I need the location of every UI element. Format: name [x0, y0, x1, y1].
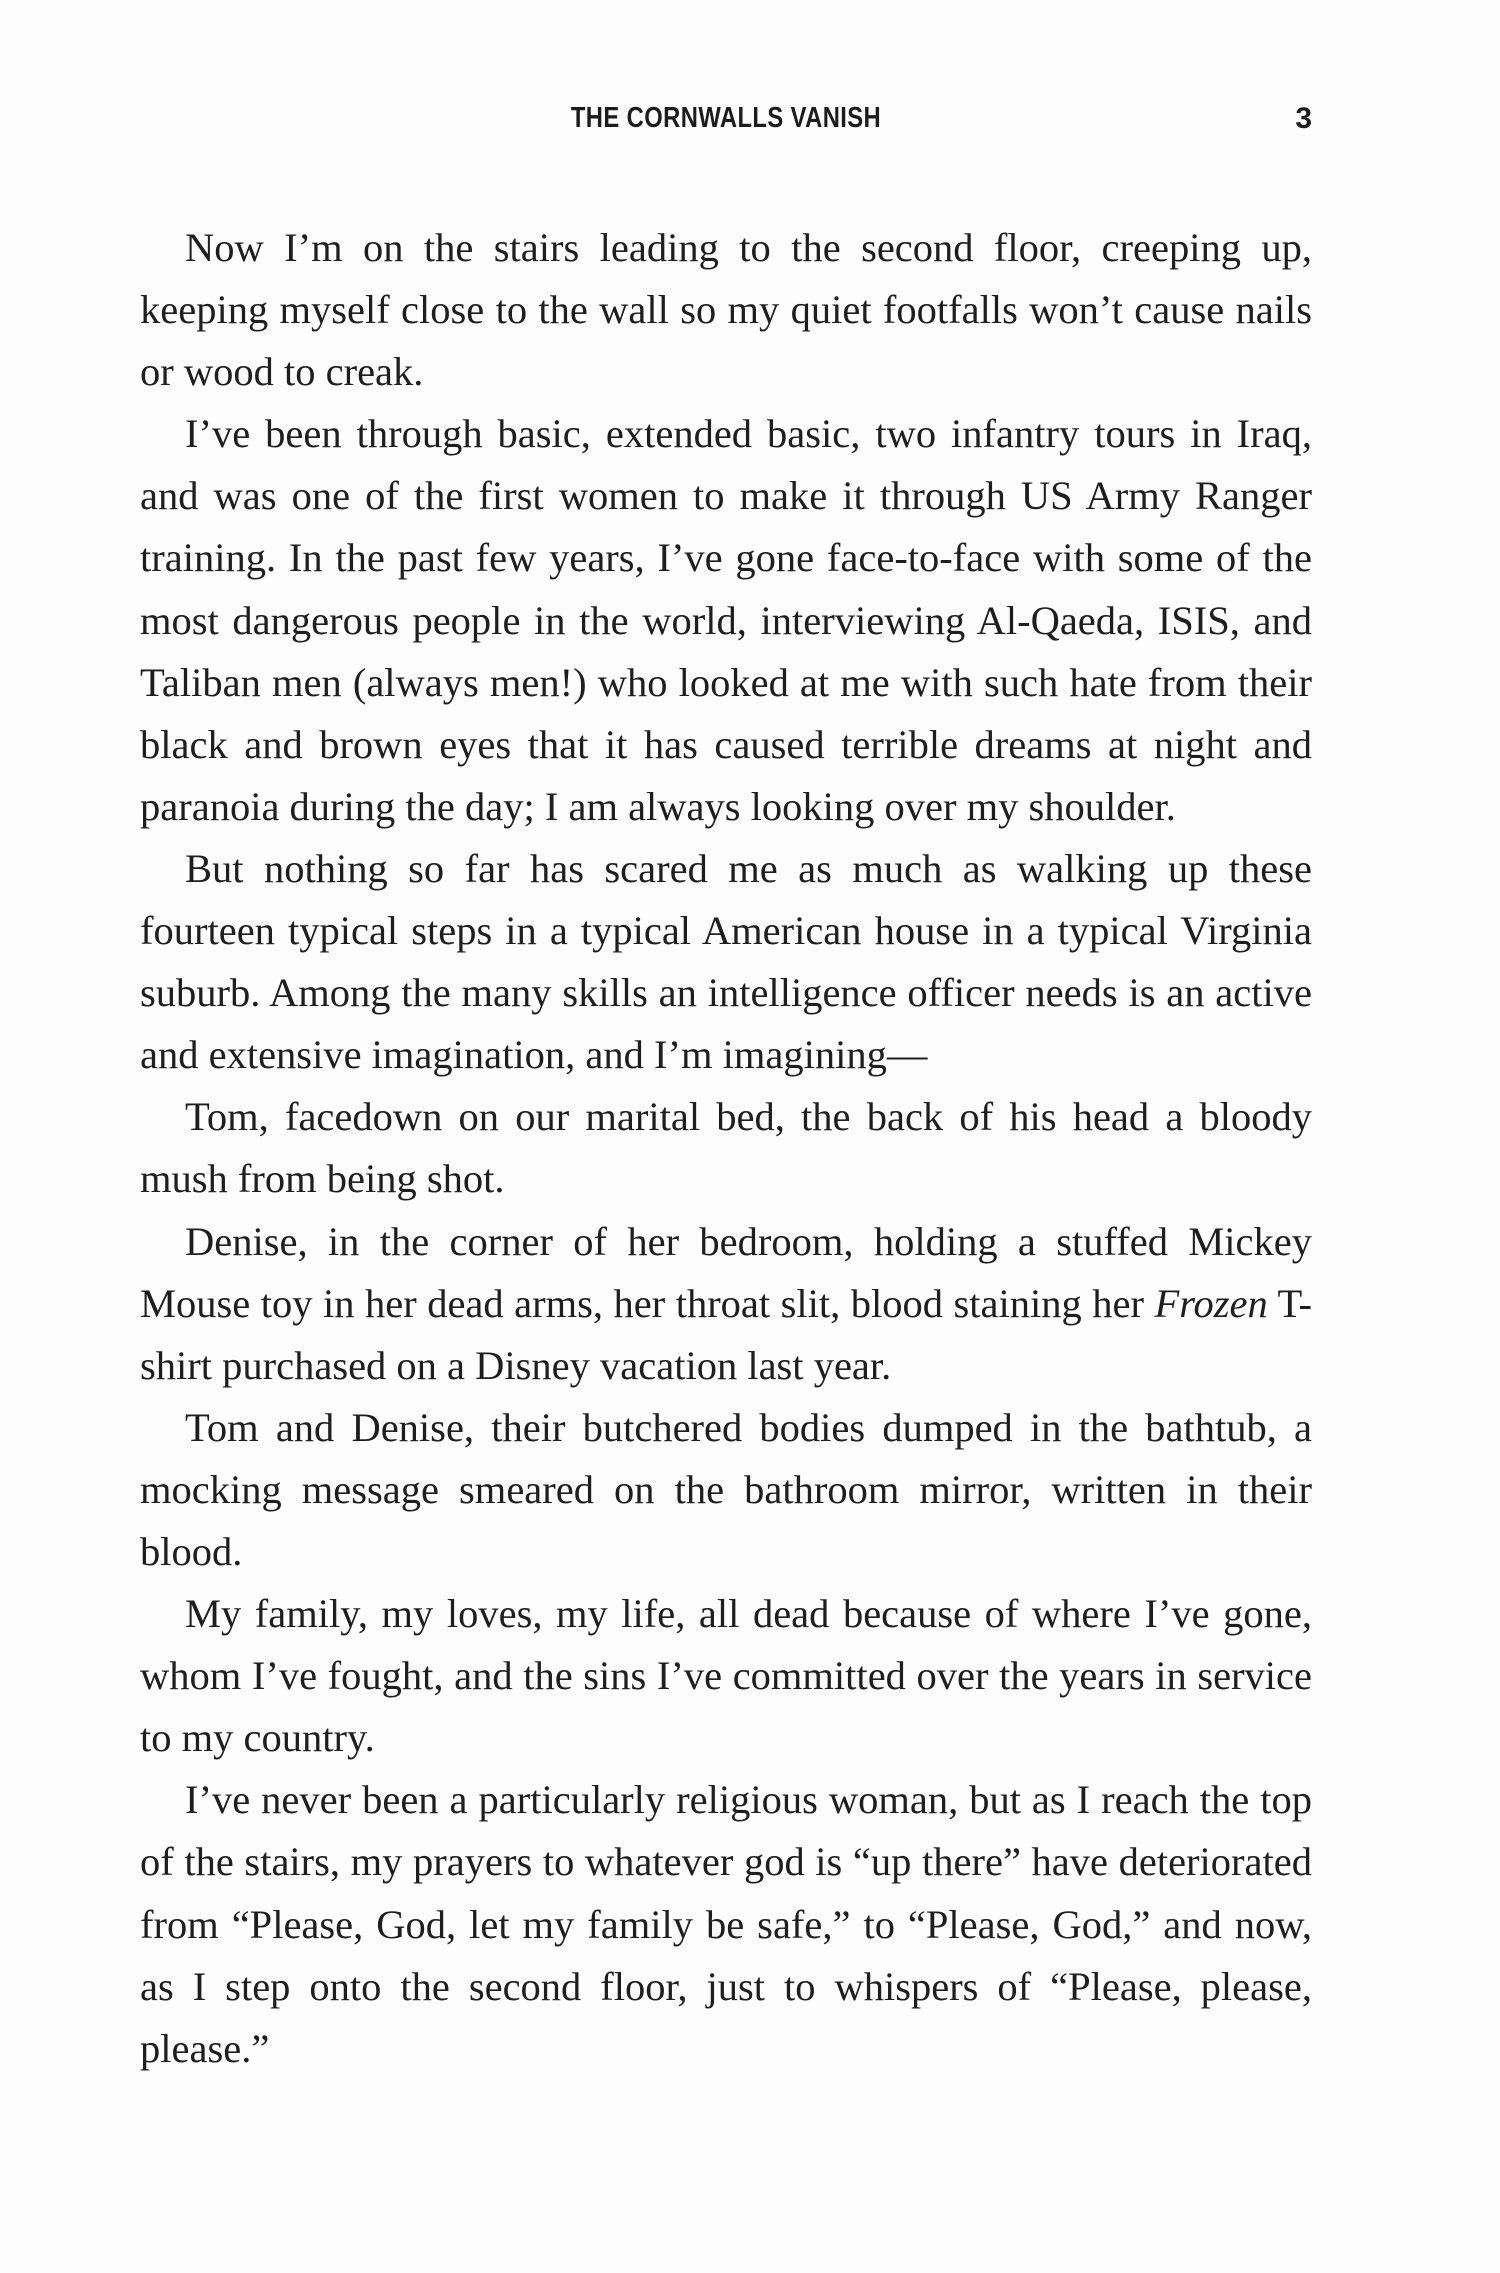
paragraph — [140, 1211, 1312, 1397]
paragraph: But nothing so far has scared me as much as walking up these fourteen typical steps in a typical American house in a typical Virginia suburb. Among the many skills an intelligence officer needs is an active and extensive imagination, and I’m imagining— — [140, 845, 1312, 1078]
page-number: 3 — [1295, 102, 1312, 135]
paragraph-text: T-shirt purchased on a Disney vacation last year. — [140, 1280, 1312, 1388]
paragraph: Tom and Denise, their butchered bodies dumped in the bathtub, a mocking message smeared on the bathroom mirror, written in their blood. — [140, 1404, 1312, 1574]
running-head-title: THE CORNWALLS VANISH — [570, 102, 882, 134]
body-text — [140, 217, 1312, 2080]
paragraph: My family, my loves, my life, all dead because of where I’ve gone, whom I’ve fought, and the sins I’ve committed over the years in service to my country. — [140, 1591, 1312, 1761]
paragraph: Now I’m on the stairs leading to the second floor, creeping up, keeping myself close to the wall so my quiet footfalls won’t cause nails or wood to creak. — [140, 225, 1312, 395]
italic-title: Frozen — [1154, 1280, 1268, 1326]
paragraph: Tom, facedown on our marital bed, the back of his head a bloody mush from being shot. — [140, 1094, 1312, 1202]
paragraph-text: Denise, in the corner of her bedroom, holding a stuffed Mickey Mouse toy in her dead arms, her throat slit, blood staining her — [140, 1218, 1312, 1326]
paragraph: I’ve been through basic, extended basic, two infantry tours in Iraq, and was one of the first women to make it through US Army Ranger training. In the past few years, I’ve gone face-to-face with some of the most dangerous people in the world, interviewing Al-Qaeda, ISIS, and Taliban men (always men!) who looked at me with such hate from their black and brown eyes that it has caused terrible dreams at night and paranoia during the day; I am always looking over my shoulder. — [140, 411, 1312, 829]
paragraph: I’ve never been a particularly religious woman, but as I reach the top of the stairs, my prayers to whatever god is “up there” have deteriorated from “Please, God, let my family be safe,” to “Please, God,” and now, as I step onto the second floor, just to whispers of “Please, please, please.” — [140, 1777, 1312, 2071]
running-head — [140, 102, 1312, 152]
